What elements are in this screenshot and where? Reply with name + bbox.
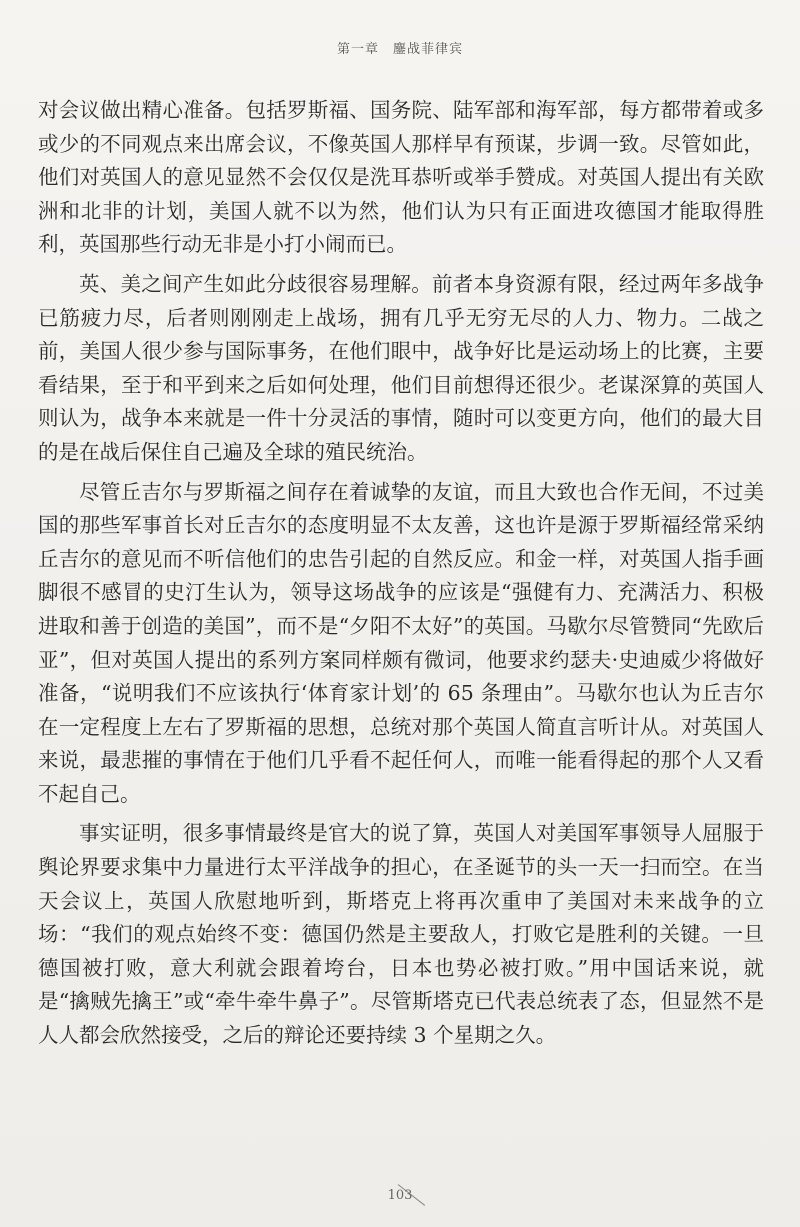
- chapter-number: 第一章: [336, 42, 379, 57]
- page-number: 103: [387, 1188, 413, 1203]
- body-text: [38, 94, 764, 1059]
- paragraph-2: 英、美之间产生如此分歧很容易理解。前者本身资源有限，经过两年多战争已筋疲力尽，后者则刚刚走上战场，拥有几乎无穷无尽的人力、物力。二战之前，美国人很少参与国际事务，在他们眼中，战争好比是运动场上的比赛，主要看结果，至于和平到来之后如何处理，他们目前想得还很少。老谋深算的英国人则认为，战争本来就是一件十分灵活的事情，随时可以变更方向，他们的最大目的是在战后保住自己遍及全球的殖民统治。: [38, 271, 764, 464]
- chapter-title: 鏖战菲律宾: [393, 42, 464, 57]
- paragraph-3: 尽管丘吉尔与罗斯福之间存在着诚挚的友谊，而且大致也合作无间，不过美国的那些军事首长对丘吉尔的态度明显不太友善，这也许是源于罗斯福经常采纳丘吉尔的意见而不听信他们的忠告引起的自然反应。和金一样，对英国人指手画脚很不感冒的史汀生认为，领导这场战争的应该是“强健有力、充满活力、积极进取和善于创造的美国”，而不是“夕阳不太好”的英国。马歇尔尽管赞同“先欧后亚”，但对英国人提出的系列方案同样颇有微词，他要求约瑟夫·史迪威少将做好准备，“说明我们不应该执行‘体育家计划’的 65 条理由”。马歇尔也认为丘吉尔在一定程度上左右了罗斯福的思想，总统对那个英国人简直言听计从。对英国人来说，最悲摧的事情在于他们几乎看不起任何人，而唯一能看得起的那个人又看不起自己。: [38, 479, 764, 806]
- paragraph-4: 事实证明，很多事情最终是官大的说了算，英国人对美国军事领导人屈服于舆论界要求集中力量进行太平洋战争的担心，在圣诞节的头一天一扫而空。在当天会议上，英国人欣慰地听到，斯塔克上将再次重申了美国对未来战争的立场：“我们的观点始终不变：德国仍然是主要敌人，打败它是胜利的关键。一旦德国被打败，意大利就会跟着垮台，日本也势必被打败。”用中国话来说，就是“擒贼先擒王”或“牵牛牵牛鼻子”。尽管斯塔克已代表总统表了态，但显然不是人人都会欣然接受，之后的辩论还要持续 3 个星期之久。: [38, 821, 764, 1048]
- running-head: [0, 38, 800, 57]
- paragraph-1: 对会议做出精心准备。包括罗斯福、国务院、陆军部和海军部，每方都带着或多或少的不同观点来出席会议，不像英国人那样早有预谋，步调一致。尽管如此，他们对英国人的意见显然不会仅仅是洗耳恭听或举手赞成。对英国人提出有关欧洲和北非的计划，美国人就不以为然，他们认为只有正面进攻德国才能取得胜利，英国那些行动无非是小打小闹而已。: [38, 98, 764, 257]
